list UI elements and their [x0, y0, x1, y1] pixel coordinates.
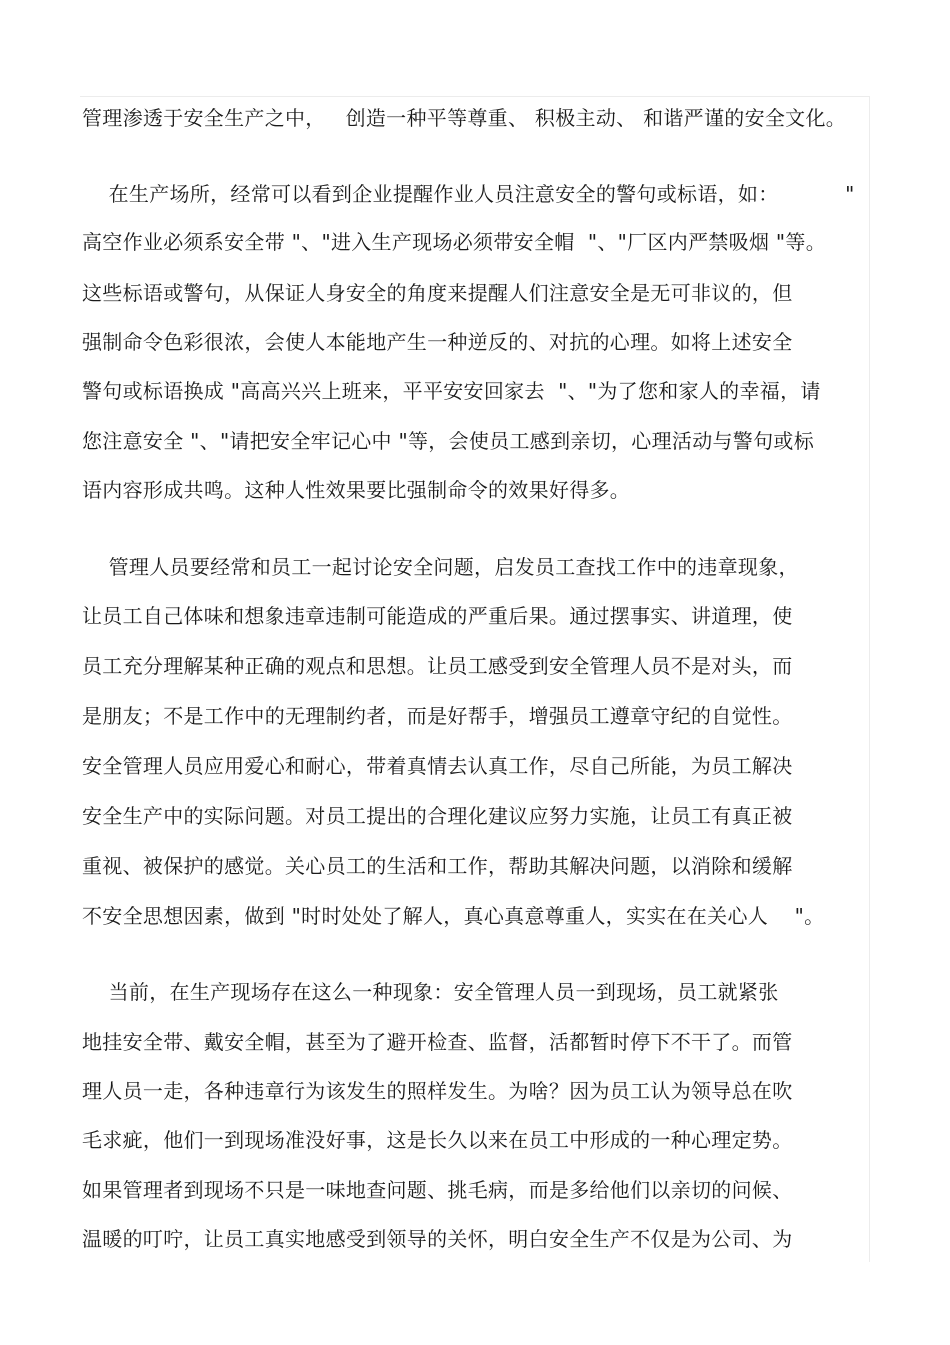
text-line: 员工充分理解某种正确的观点和思想。让员工感受到安全管理人员不是对头，而 — [82, 654, 793, 678]
text-line: 在生产场所，经常可以看到企业提醒作业人员注意安全的警句或标语，如： " — [82, 182, 855, 206]
page-border-top — [80, 96, 869, 97]
text-line: 如果管理者到现场不只是一味地查问题、挑毛病，而是多给他们以亲切的问候、 — [82, 1178, 793, 1202]
text-line: 理人员一走，各种违章行为该发生的照样发生。为啥？因为员工认为领导总在吹 — [82, 1079, 793, 1103]
text-line: 不安全思想因素，做到 "时时处处了解人，真心真意尊重人，实实在在关心人 "。 — [82, 904, 825, 928]
text-line: 高空作业必须系安全带 "、"进入生产现场必须带安全帽 "、"厂区内严禁吸烟 "等。 — [82, 230, 827, 254]
page-border-right — [869, 96, 870, 1262]
text-line: 警句或标语换成 "高高兴兴上班来，平平安安回家去 "、"为了您和家人的幸福，请 — [82, 379, 821, 403]
text-line: 当前，在生产现场存在这么一种现象：安全管理人员一到现场，员工就紧张 — [82, 980, 779, 1004]
text-line: 地挂安全带、戴安全帽，甚至为了避开检查、监督，活都暂时停下不干了。而管 — [82, 1030, 793, 1054]
text-line: 语内容形成共鸣。这种人性效果要比强制命令的效果好得多。 — [82, 478, 631, 502]
text-line: 重视、被保护的感觉。关心员工的生活和工作，帮助其解决问题，以消除和缓解 — [82, 854, 793, 878]
text-line: 强制命令色彩很浓，会使人本能地产生一种逆反的、对抗的心理。如将上述安全 — [82, 330, 793, 354]
text-line: 安全生产中的实际问题。对员工提出的合理化建议应努力实施，让员工有真正被 — [82, 804, 793, 828]
text-line: 温暖的叮咛，让员工真实地感受到领导的关怀，明白安全生产不仅是为公司、为 — [82, 1227, 793, 1251]
text-line: 管理人员要经常和员工一起讨论安全问题，启发员工查找工作中的违章现象， — [82, 555, 799, 579]
text-line: 是朋友；不是工作中的无理制约者，而是好帮手，增强员工遵章守纪的自觉性。 — [82, 704, 793, 728]
text-line: 安全管理人员应用爱心和耐心，带着真情去认真工作，尽自己所能，为员工解决 — [82, 754, 793, 778]
text-line: 管理渗透于安全生产之中， 创造一种平等尊重、 积极主动、 和谐严谨的安全文化。 — [82, 106, 847, 130]
text-line: 让员工自己体味和想象违章违制可能造成的严重后果。通过摆事实、讲道理，使 — [82, 604, 793, 628]
text-line: 您注意安全 "、"请把安全牢记心中 "等，会使员工感到亲切，心理活动与警句或标 — [82, 429, 815, 453]
text-line: 毛求疵，他们一到现场准没好事，这是长久以来在员工中形成的一种心理定势。 — [82, 1128, 793, 1152]
text-line: 这些标语或警句，从保证人身安全的角度来提醒人们注意安全是无可非议的，但 — [82, 281, 793, 305]
